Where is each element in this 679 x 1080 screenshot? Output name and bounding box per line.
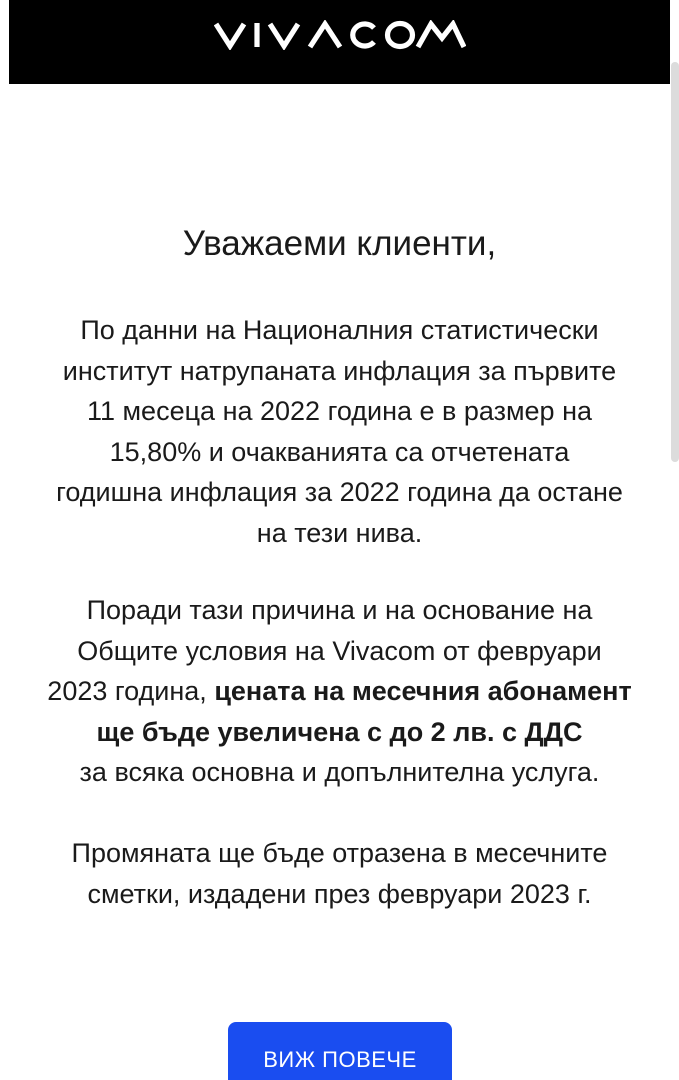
paragraph-line: 11 месеца на 2022 година е в размер на — [86, 396, 593, 426]
vivacom-logo — [214, 20, 466, 50]
paragraph-line: за всяка основна и допълнителна услуга. — [79, 757, 600, 787]
vivacom-logo-icon — [214, 20, 466, 50]
paragraph-line: институт натрупаната инфлация за първите — [62, 355, 617, 386]
see-more-button[interactable]: ВИЖ ПОВЕЧЕ — [228, 1022, 452, 1080]
greeting-heading: Уважаеми клиенти, — [182, 224, 497, 263]
paragraph-line: Общите условия на Vivacom от февруари — [77, 635, 602, 666]
paragraph-text: 2023 година, — [47, 676, 215, 706]
emphasis-text: ще бъде увеличена с до 2 лв. с ДДС — [96, 716, 583, 747]
paragraph-line — [14, 671, 665, 712]
inflation-paragraph — [14, 310, 665, 553]
paragraph-line: Промяната ще бъде отразена в месечните — [71, 838, 608, 868]
billing-paragraph — [14, 833, 665, 914]
paragraph-line: Поради тази причина и на основание на — [86, 595, 593, 625]
paragraph-line: 15,80% и очакванията са отчетената — [109, 436, 570, 467]
paragraph-line: сметки, издадени през февруари 2023 г. — [87, 878, 592, 909]
paragraph-line: годишна инфлация за 2022 година да остане — [56, 477, 623, 507]
paragraph-line — [14, 712, 665, 753]
price-change-paragraph — [14, 590, 665, 793]
paragraph-line: По данни на Националния статистически — [80, 315, 599, 345]
paragraph-line: на тези нива. — [256, 517, 423, 548]
emphasis-text: цената на месечния абонамент — [214, 676, 632, 706]
header-bar — [9, 0, 670, 84]
